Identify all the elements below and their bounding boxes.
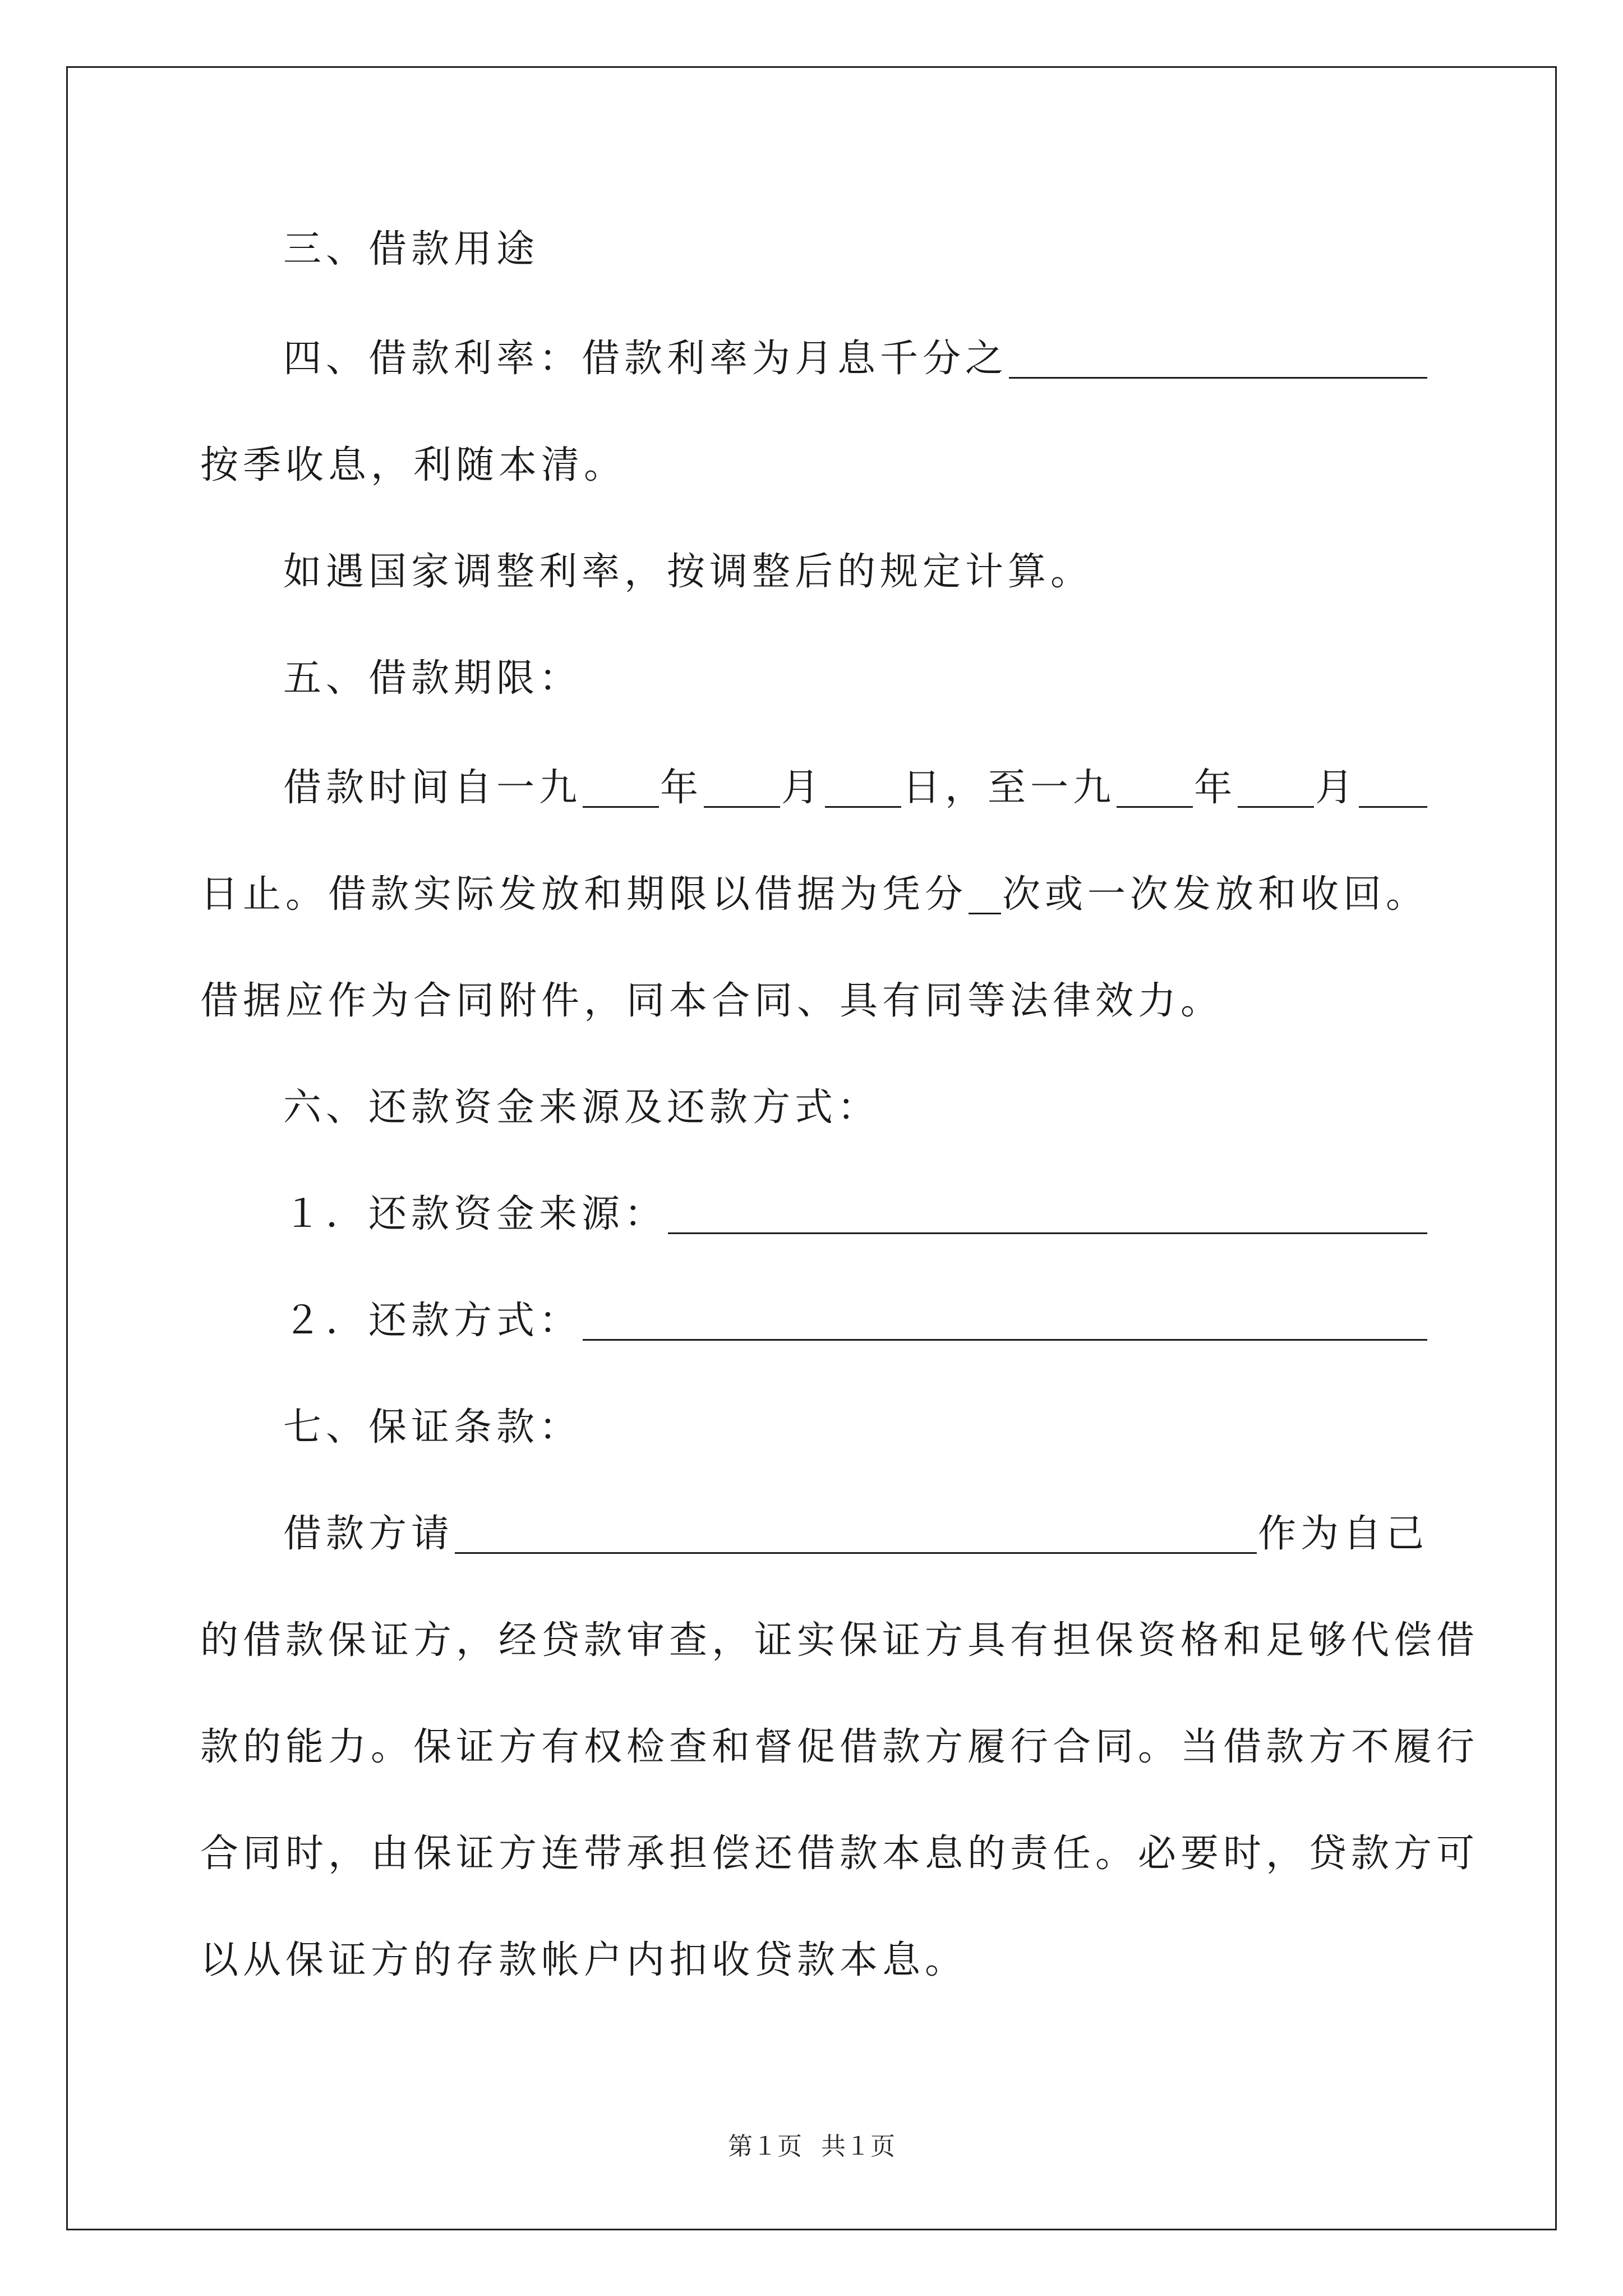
end-year-blank[interactable] (1117, 769, 1193, 808)
section-3-heading (200, 222, 1428, 278)
receipt-text: 借据应作为合同附件，同本合同、具有同等法律效力。 (200, 979, 1224, 1023)
rate-adjust-text: 如遇国家调整利率，按调整后的规定计算。 (283, 550, 1094, 594)
year-label: 年 (660, 766, 703, 810)
year-label: 年 (1194, 766, 1237, 810)
paragraph-line (200, 1613, 1479, 1669)
period-end-text: 日，至一九 (902, 766, 1116, 810)
paragraph-line (200, 544, 1428, 600)
end-day-blank[interactable] (1359, 769, 1427, 808)
start-month-blank[interactable] (704, 769, 780, 808)
paragraph-line (200, 1932, 1428, 1989)
section-3-text: 三、借款用途 (283, 227, 540, 272)
guarantor-blank[interactable] (455, 1515, 1257, 1554)
installments-blank[interactable] (969, 876, 1001, 914)
guarantor-line (200, 1506, 1428, 1562)
section-5-text: 五、借款期限： (283, 656, 582, 701)
guarantor-paragraph-line-2: 款的能力。保证方有权检查和督促借款方履行合同。当借款方不履行 (200, 1725, 1479, 1769)
loan-period-line (200, 760, 1428, 816)
section-5-heading (200, 651, 1428, 707)
end-month-blank[interactable] (1238, 769, 1314, 808)
guarantor-paragraph-line-1: 的借款保证方，经贷款审查，证实保证方具有担保资格和足够代偿借 (200, 1618, 1479, 1663)
repayment-method-blank[interactable] (583, 1302, 1427, 1341)
paragraph-line (200, 973, 1428, 1029)
paragraph-line (200, 867, 1428, 923)
section-6-heading (200, 1080, 1428, 1136)
repayment-source-line (200, 1186, 1428, 1243)
section-4-text: 四、借款利率：借款利率为月息千分之 (283, 337, 1008, 381)
paragraph-line (200, 438, 1428, 494)
interest-collection-text: 按季收息，利随本清。 (200, 443, 627, 487)
guarantor-paragraph-line-4: 以从保证方的存款帐户内扣收贷款本息。 (200, 1938, 968, 1982)
page-border (66, 66, 1557, 2230)
page-number: 第１页 (728, 2132, 802, 2161)
start-day-blank[interactable] (825, 769, 901, 808)
guarantor-request-text: 借款方请 (283, 1512, 454, 1556)
guarantor-role-text: 作为自己 (1257, 1512, 1428, 1556)
section-4-heading (200, 331, 1428, 387)
disbursement-text-end: 次或一次发放和收回。 (1002, 872, 1428, 917)
section-7-text: 七、保证条款： (283, 1405, 582, 1450)
disbursement-text: 日止。借款实际发放和期限以借据为凭分 (200, 872, 968, 917)
repayment-source-label: １．还款资金来源： (283, 1192, 667, 1236)
page-footer (0, 2126, 1623, 2162)
interest-rate-blank[interactable] (1009, 340, 1427, 379)
section-7-heading (200, 1400, 1428, 1456)
section-6-text: 六、还款资金来源及还款方式： (283, 1085, 880, 1130)
month-label: 月 (1315, 766, 1358, 810)
guarantor-paragraph-line-3: 合同时，由保证方连带承担偿还借款本息的责任。必要时，贷款方可 (200, 1832, 1479, 1876)
repayment-method-line (200, 1293, 1428, 1349)
paragraph-line (200, 1719, 1479, 1775)
paragraph-line (200, 1826, 1479, 1882)
month-label: 月 (781, 766, 824, 810)
repayment-source-blank[interactable] (668, 1195, 1427, 1234)
period-start-text: 借款时间自一九 (283, 766, 582, 810)
repayment-method-label: ２．还款方式： (283, 1299, 582, 1343)
start-year-blank[interactable] (583, 769, 659, 808)
page-total: 共１页 (821, 2132, 895, 2161)
